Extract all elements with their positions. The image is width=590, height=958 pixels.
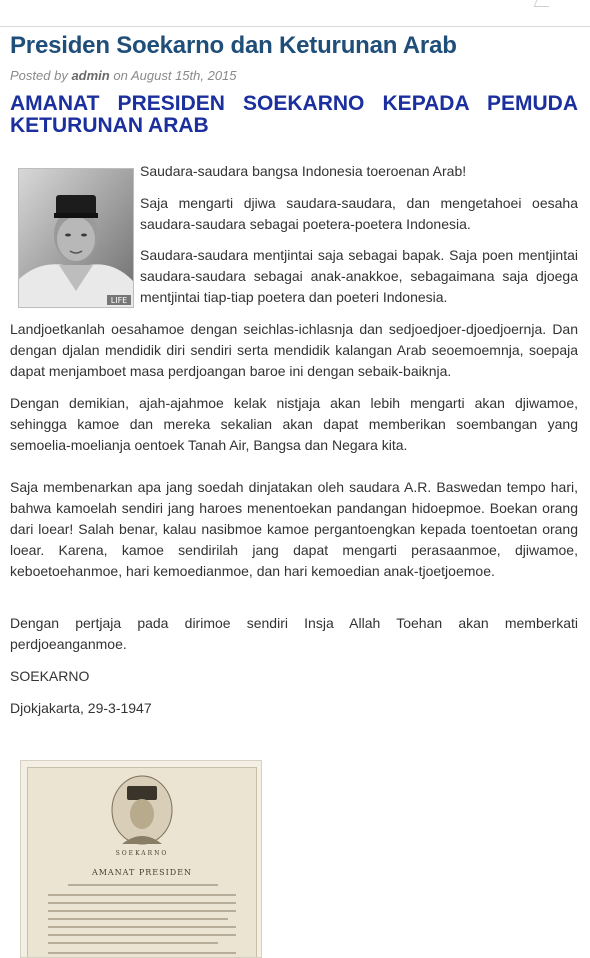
- document-text-line: [48, 952, 236, 954]
- document-text-line: [48, 926, 236, 928]
- document-small-caption: SOEKARNO: [115, 850, 169, 857]
- post-meta: [10, 68, 237, 83]
- signature-place-date: Djokjakarta, 29-3-1947: [10, 700, 152, 716]
- document-text-line: [48, 934, 236, 936]
- document-text-line: [48, 942, 218, 944]
- scanned-document-image: [20, 760, 262, 958]
- article-heading: [10, 93, 578, 137]
- paragraph-1: Saja mengarti djiwa saudara-saudara, dan mengetahoei oesaha saudara-saudara sebagai poetera-poetera Indonesia.: [140, 195, 578, 232]
- post-author-link[interactable]: admin: [71, 68, 110, 83]
- document-page: [27, 767, 257, 958]
- paragraph-5: Saja membenarkan apa jang soedah dinjatakan oleh saudara A.R. Baswedan tempo hari, bahwa kamoelah sendiri jang haroes menentoekan pandangan hidoepmoe. Boekan orang dari loear! Salah benar, kalau nasibmoe kamoe pergantoengkan kepada toentoetan orang loear. Karena, kamoe sendirilah jang dapat mengarti perasaanmoe, djiwamoe, keboetoehanmoe, hari kemoedianmoe, dan hari kemoedian anak-tjoetjoemoe.: [10, 479, 578, 579]
- signature-name: SOEKARNO: [10, 668, 90, 684]
- document-text-line: [48, 894, 236, 896]
- document-text-line: [48, 902, 236, 904]
- document-title: AMANAT PRESIDEN: [91, 868, 193, 877]
- paragraph-2: Saudara-saudara mentjintai saja sebagai bapak. Saja poen mentjintai saudara-saudara sebagai anak-anakkoe, sebagaimana saja djoega mentjintai tiap-tiap poetera dan poeteri Indonesia.: [140, 247, 578, 305]
- document-text-line: [48, 910, 236, 912]
- document-text-line: [48, 918, 228, 920]
- corner-mark-icon: [534, 0, 552, 7]
- article-heading-line1: AMANAT PRESIDEN SOEKARNO KEPADA PEMUDA: [10, 92, 578, 115]
- paragraph-3: Landjoetkanlah oesahamoe dengan seichlas-ichlasnja dan sedjoedjoer-djoedjoernja. Dan dengan djalan mendidik diri sendiri serta mendidik kalangan Arab seoemoemnja, soepaja dapat menjamboet masa perdjoangan baroe ini dengan sebaik-baiknja.: [10, 321, 578, 379]
- meta-on: on: [113, 68, 128, 83]
- document-text-line: [68, 884, 218, 886]
- photo-badge: LIFE: [110, 296, 128, 305]
- meta-prefix: Posted by: [10, 68, 68, 83]
- paragraph-4: Dengan demikian, ajah-ajahmoe kelak nistjaja akan lebih mengarti akan djiwamoe, sehingga kamoe dan mereka sekalian akan dapat memberikan soembangan yang semoelia-moelianja oentoek Tanah Air, Bangsa dan Negara kita.: [10, 395, 578, 453]
- post-title[interactable]: Presiden Soekarno dan Keturunan Arab: [10, 32, 457, 59]
- paragraph-6: Dengan pertjaja pada dirimoe sendiri Insja Allah Toehan akan memberkati perdjoeanganmoe.: [10, 615, 578, 652]
- portrait-illustration: [19, 169, 133, 307]
- top-bar: [0, 0, 590, 27]
- post-date: August 15th, 2015: [130, 68, 237, 83]
- soekarno-portrait-photo: [18, 168, 134, 308]
- paragraph-greeting: Saudara-saudara bangsa Indonesia toeroenan Arab!: [140, 163, 467, 179]
- document-portrait-illustration: [28, 768, 256, 848]
- article-heading-line2: KETURUNAN ARAB: [10, 114, 209, 137]
